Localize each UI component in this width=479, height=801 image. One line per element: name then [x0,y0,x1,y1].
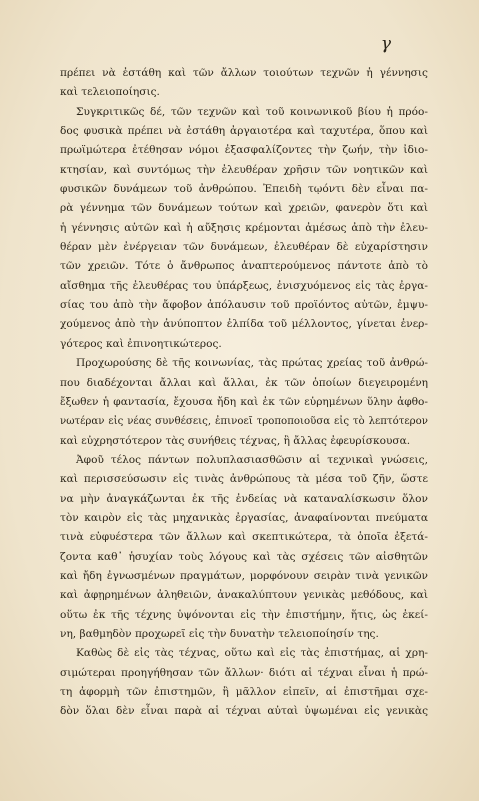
text-line: Ἀφοῦ τέλος πάντων πολυπλασιασθῶσιν αἱ τεχνικαὶ γνώσεις, [76,453,428,466]
text-line: ζοντα καθ᾽ ἡσυχίαν τοὺς λόγους καὶ τὰς σχέσεις τῶν αἰσθητῶν [60,550,428,563]
text-line: κτησίαν, καὶ συντόμως τὴν ἐλευθέραν χρῆσιν τῶν νοητικῶν καὶ [60,163,428,176]
paragraph-3 [60,354,428,451]
paragraph-5 [60,644,428,721]
body-text [60,64,428,722]
page-number: γ [380,34,391,54]
text-line: δὸν ὅλαι δὲν εἶναι παρὰ αἱ τέχναι αὐταὶ ὑψωμέναι εἰς γενικὰς [60,705,428,718]
paragraph-1 [60,64,428,103]
text-line: θέραν μὲν ἐνέργειαν τῶν δυνάμεων, ἐλευθέραν δὲ εὐχαρίστησιν [60,241,428,254]
text-line: που διαδέχονται ἄλλαι καὶ ἄλλαι, ἐκ τῶν ὁποίων διεγειρομένη [60,376,428,389]
text-line: τινὰ εὐφυέστερα τῶν ἄλλων καὶ σκεπτικώτερα, τὰ ὁποῖα ἐξετά- [60,531,428,544]
text-line: σίας του ἀπὸ τὴν ἄφοβον ἀπόλαυσιν τοῦ προϊόντος αὐτῶν, ἐμψυ- [60,299,428,312]
text-line: να μὴν ἀναγκάζωνται ἐκ τῆς ἐνδείας νὰ καταναλίσκωσιν ὅλον [60,492,428,505]
text-line: καὶ ἀφῃρημένων ἀληθειῶν, ἀνακαλύπτουν γενικὰς μεθόδους, καὶ [60,589,428,602]
text-line: τὸν καιρὸν εἰς τὰς μηχανικὰς ἐργασίας, ἀναφαίνονται πνεύματα [60,511,428,524]
text-line: γότερος καὶ ἐπινοητικώτερος. [60,337,222,350]
text-line: νη, βαθμηδὸν προχωρεῖ εἰς τὴν δυνατὴν τελειοποίησίν της. [60,627,379,640]
text-line: Καθὼς δὲ εἰς τὰς τέχνας, οὕτω καὶ εἰς τὰς ἐπιστήμας, αἱ χρη- [76,647,428,660]
text-line: καὶ εὐχρηστότερον τὰς συνήθεις τέχνας, ἢ ἄλλας ἐφευρίσκουσα. [60,434,411,447]
text-line: νωτέραν εἰς νέας συνθέσεις, ἐπινοεῖ τροποποιοῦσα εἰς τὸ λεπτότερον [60,416,428,428]
text-line: δος φυσικὰ πρέπει νὰ ἐστάθη ἀργαιοτέρα καὶ ταχυτέρα, ὅπου καὶ [60,125,428,138]
text-line: Προχωρούσης δὲ τῆς κοινωνίας, τὰς πρώτας χρείας τοῦ ἀνθρώ- [76,357,428,370]
text-line: οὕτω ἐκ τῆς τέχνης ὑψόνονται εἰς τὴν ἐπιστήμην, ἥτις, ὡς ἐκεί- [60,608,428,621]
text-line: πρωϊμώτερα ἐτέθησαν νόμοι ἐξασφαλίζοντες τὴν ζωήν, τὴν ἰδιο- [60,144,428,157]
text-line: αἴσθημα τῆς ἐλευθέρας του ὑπάρξεως, ἐνισχυόμενος εἰς τὰς ἐργα- [60,279,428,292]
text-line: τη ἀφορμὴ τῶν ἐπιστημῶν, ἢ μᾶλλον εἰπεῖν, αἱ ἐπιστῆμαι σχε- [60,686,428,698]
text-line: καὶ τελειοποίησις. [60,86,160,99]
text-line: πρέπει νὰ ἐστάθη καὶ τῶν ἄλλων τοιούτων τεχνῶν ἡ γέννησις [60,67,428,79]
text-line: φυσικῶν δυνάμεων τοῦ ἀνθρώπου. Ἐπειδὴ τῳόντι δὲν εἶναι πα- [60,183,428,196]
text-line: καὶ περισσεύσωσιν εἰς τινὰς ἀνθρώπους τὰ μέσα τοῦ ζῆν, ὥστε [60,473,428,486]
paragraph-2 [60,103,428,354]
text-line: ἔξωθεν ἡ φαντασία, ἔχουσα ἤδη καὶ ἐκ τῶν εὑρημένων ὕλην ἀφθο- [60,395,428,408]
paragraph-4 [60,451,428,644]
text-line: σιμώτεραι προηγήθησαν τῶν ἄλλων· διότι αἱ τέχναι εἶναι ἡ πρώ- [60,666,428,679]
text-line: χούμενος ἀπὸ τὴν ἀνύποπτον ἐλπίδα τοῦ μέλλοντος, γίνεται ἐνερ- [60,318,428,331]
text-line: τῶν χρειῶν. Τότε ὁ ἄνθρωπος ἀναπτερούμενος πάντοτε ἀπὸ τὸ [60,260,428,273]
text-line: ρὰ γέννημα τῶν δυνάμεων τούτων καὶ χρειῶν, φανερὸν ὅτι καὶ [60,202,428,215]
text-line: Συγκριτικῶς δέ, τῶν τεχνῶν καὶ τοῦ κοινωνικοῦ βίου ἡ πρόο- [76,105,428,118]
text-line: ἡ γέννησις αὐτῶν καὶ ἡ αὔξησις κρέμονται ἀμέσως ἀπὸ τὴν ἐλευ- [60,221,428,234]
text-line: καὶ ἤδη ἐγνωσμένων πραγμάτων, μορφόνουν σειρὰν τινὰ γενικῶν [60,569,428,582]
